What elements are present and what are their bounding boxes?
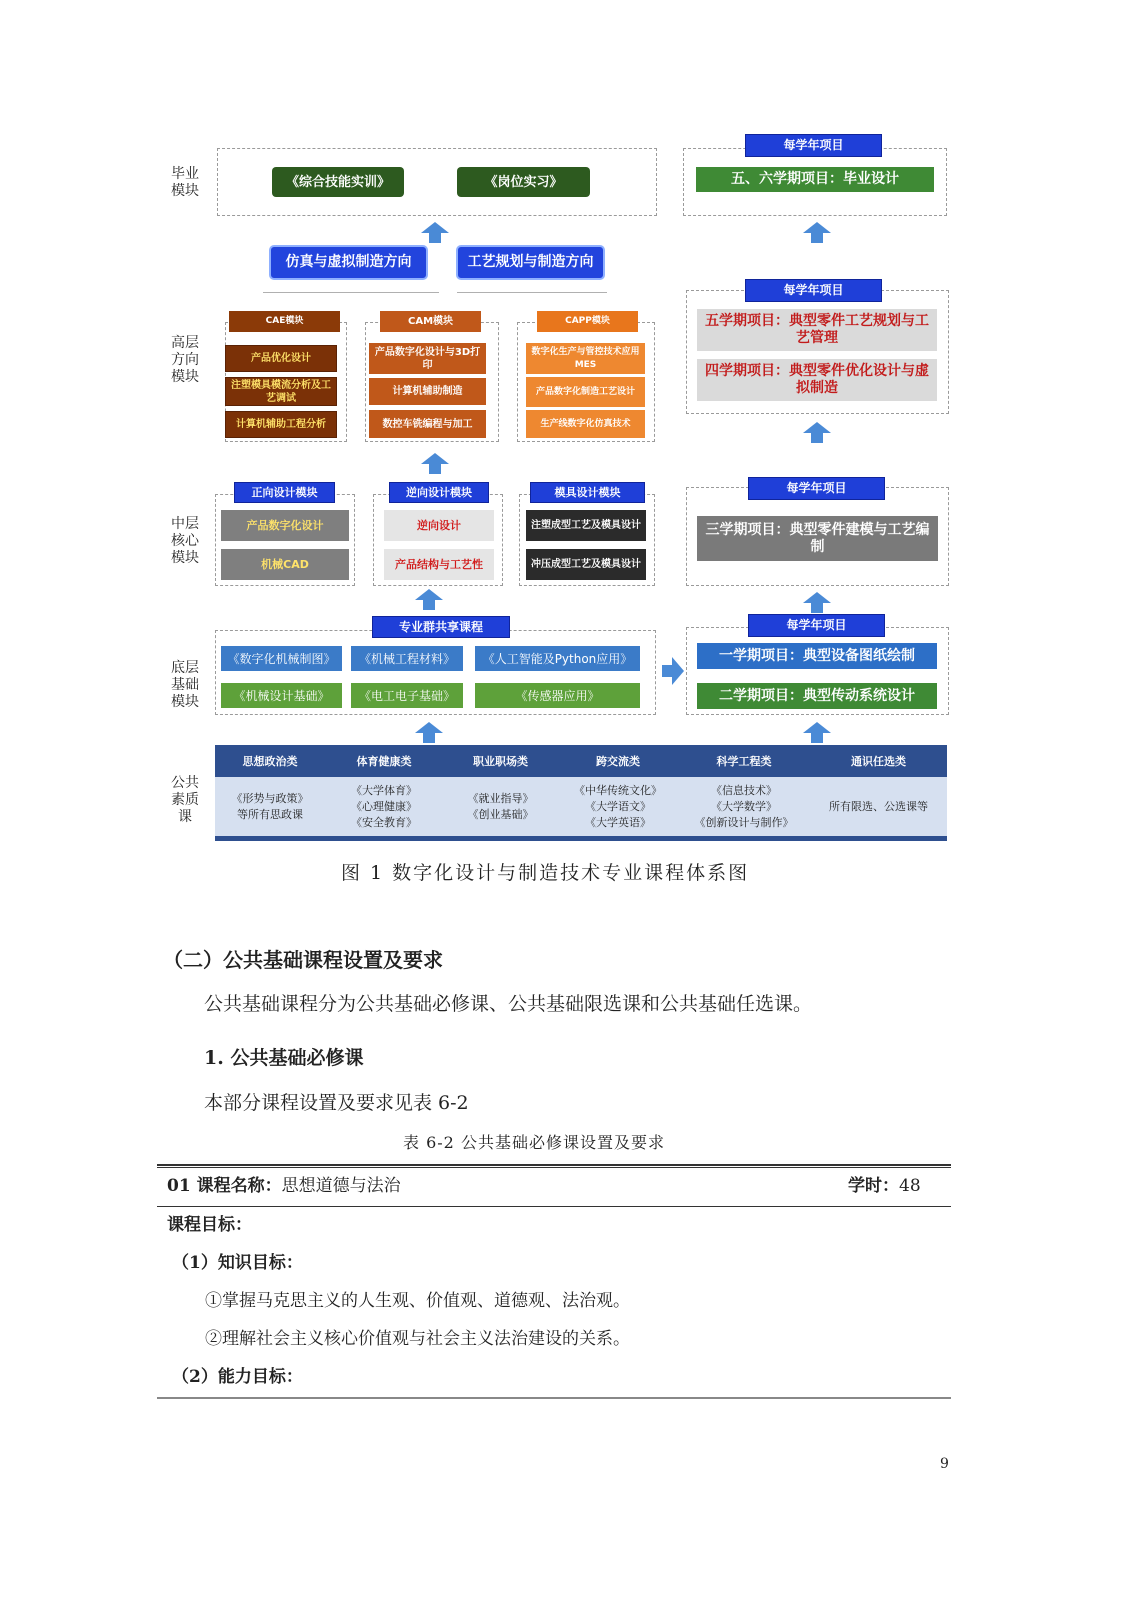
knowledge-goal-2: ②理解社会主义核心价值观与社会主义法治建设的关系。 xyxy=(205,1329,630,1349)
up-arrow-stem xyxy=(429,233,441,243)
table-caption: 表 6-2 公共基础必修课设置及要求 xyxy=(403,1133,665,1152)
direction-simulation-virtual: 仿真与虚拟制造方向 xyxy=(269,245,428,280)
project-semester-4: 四学期项目：典型零件优化设计与虚拟制造 xyxy=(697,359,937,401)
mold-module-title: 模具设计模块 xyxy=(530,482,645,503)
public-head-politics: 思想政治类 xyxy=(242,755,298,768)
level-label-graduation: 毕业 模块 xyxy=(171,166,199,199)
level-label-public: 公共 素质 课 xyxy=(171,775,199,825)
course-mechanical-cad: 机械CAD xyxy=(221,549,349,580)
course-name-label: 01 课程名称： xyxy=(167,1176,282,1196)
figure-caption: 图 1 数字化设计与制造技术专业课程体系图 xyxy=(341,862,750,884)
course-reverse-design: 逆向设计 xyxy=(384,510,494,541)
course-injection-mold: 注塑成型工艺及模具设计 xyxy=(526,510,646,541)
course-internship: 《岗位实习》 xyxy=(457,167,590,197)
course-comprehensive-training: 《综合技能实训》 xyxy=(272,167,404,197)
course-digital-drawing: 《数字化机械制图》 xyxy=(221,646,342,671)
section-paragraph: 公共基础课程分为公共基础必修课、公共基础限选课和公共基础任选课。 xyxy=(204,993,813,1015)
up-arrow-stem xyxy=(811,603,823,613)
up-arrow-stem xyxy=(429,464,441,474)
up-arrow-stem xyxy=(423,600,435,610)
up-arrow-stem xyxy=(811,733,823,743)
course-title-row xyxy=(167,1171,401,1196)
course-product-optimization: 产品优化设计 xyxy=(225,345,337,372)
brace xyxy=(263,292,439,299)
course-mes: 数字化生产与管控技术应用MES xyxy=(526,343,645,374)
up-arrow-stem xyxy=(423,733,435,743)
public-cell-science: 《信息技术》 《大学数学》 《创新设计与制作》 xyxy=(694,783,794,829)
project-semester-3: 三学期项目：典型零件建模与工艺编制 xyxy=(697,516,938,561)
cam-module-title: CAM模块 xyxy=(380,311,481,332)
project-semester-1: 一学期项目：典型设备图纸绘制 xyxy=(697,643,937,669)
annual-project-tag: 每学年项目 xyxy=(745,134,882,157)
project-graduation-design: 五、六学期项目：毕业设计 xyxy=(696,167,934,192)
up-arrow-icon xyxy=(415,722,443,733)
page-number: 9 xyxy=(940,1456,949,1472)
up-arrow-icon xyxy=(803,422,831,433)
course-hours xyxy=(848,1171,921,1196)
annual-project-tag: 每学年项目 xyxy=(748,614,885,637)
hours-label: 学时： xyxy=(848,1176,899,1196)
public-cell-politics: 《形势与政策》 等所有思政课 xyxy=(231,791,309,821)
shared-courses-title: 专业群共享课程 xyxy=(372,616,510,638)
annual-project-tag: 每学年项目 xyxy=(748,477,885,500)
course-machine-design: 《机械设计基础》 xyxy=(221,683,342,708)
public-head-general: 通识任选类 xyxy=(851,755,906,768)
course-sensors: 《传感器应用》 xyxy=(475,683,640,708)
course-electronics: 《电工电子基础》 xyxy=(351,683,463,708)
public-cell-career: 《就业指导》 《创业基础》 xyxy=(467,791,534,821)
level-label-base: 底层 基础 模块 xyxy=(171,660,199,710)
level-label-mid: 中层 核心 模块 xyxy=(171,516,199,566)
project-semester-2: 二学期项目：典型传动系统设计 xyxy=(697,683,937,709)
knowledge-goal-1: ①掌握马克思主义的人生观、价值观、道德观、法治观。 xyxy=(205,1291,630,1311)
course-cae-analysis: 计算机辅助工程分析 xyxy=(225,411,337,438)
public-head-sports: 体育健康类 xyxy=(356,755,412,768)
knowledge-goals-label: （1）知识目标： xyxy=(172,1253,303,1273)
public-cell-general: 所有限选、公选课等 xyxy=(829,799,928,813)
public-head-crosscultural: 跨交流类 xyxy=(596,755,640,768)
hours-value: 48 xyxy=(899,1176,921,1196)
table-top-rule-thin xyxy=(157,1167,951,1168)
public-cell-crosscultural: 《中华传统文化》 《大学语文》 《大学英语》 xyxy=(574,783,662,829)
up-arrow-icon xyxy=(421,453,449,464)
reverse-module-title: 逆向设计模块 xyxy=(389,482,489,503)
ability-goals-label: （2）能力目标： xyxy=(172,1367,303,1387)
up-arrow-icon xyxy=(415,589,443,600)
cae-module-title: CAE模块 xyxy=(229,311,340,332)
sub-paragraph: 本部分课程设置及要求见表 6-2 xyxy=(204,1092,469,1114)
annual-project-tag: 每学年项目 xyxy=(745,279,882,302)
right-arrow-icon xyxy=(672,657,684,685)
sub-heading: 1. 公共基础必修课 xyxy=(204,1047,364,1069)
table-bottom-rule xyxy=(157,1397,951,1399)
up-arrow-stem xyxy=(811,233,823,243)
course-stamping-mold: 冲压成型工艺及模具设计 xyxy=(526,549,646,580)
course-process-design: 产品数字化制造工艺设计 xyxy=(526,377,645,407)
course-name-value: 思想道德与法治 xyxy=(281,1176,401,1196)
course-product-digital-design: 产品数字化设计 xyxy=(221,510,349,541)
course-structure-process: 产品结构与工艺性 xyxy=(384,549,494,580)
project-semester-5: 五学期项目：典型零件工艺规划与工艺管理 xyxy=(697,309,937,351)
table-row-rule xyxy=(157,1206,951,1207)
course-mold-flow-analysis: 注塑模具模流分析及工艺调试 xyxy=(225,377,337,406)
public-head-science: 科学工程类 xyxy=(716,755,772,768)
course-ai-python: 《人工智能及Python应用》 xyxy=(475,646,640,671)
forward-module-title: 正向设计模块 xyxy=(234,482,335,503)
up-arrow-icon xyxy=(421,222,449,233)
public-bottom-bar xyxy=(215,836,947,841)
public-cell-sports: 《大学体育》 《心理健康》 《安全教育》 xyxy=(351,783,417,829)
course-cnc-programming: 数控车铣编程与加工 xyxy=(369,410,486,438)
up-arrow-icon xyxy=(803,592,831,603)
course-goals-label: 课程目标： xyxy=(167,1215,252,1235)
course-digital-design-3dprint: 产品数字化设计与3D打印 xyxy=(369,343,486,374)
course-cam: 计算机辅助制造 xyxy=(369,378,486,405)
direction-process-planning: 工艺规划与制造方向 xyxy=(456,245,605,280)
capp-module-title: CAPP模块 xyxy=(537,311,638,332)
brace xyxy=(457,292,607,299)
level-label-high: 高层 方向 模块 xyxy=(171,335,199,385)
course-line-simulation: 生产线数字化仿真技术 xyxy=(526,410,645,438)
up-arrow-stem xyxy=(811,433,823,443)
up-arrow-icon xyxy=(803,722,831,733)
section-heading: （二）公共基础课程设置及要求 xyxy=(163,948,443,972)
up-arrow-icon xyxy=(803,222,831,233)
course-materials: 《机械工程材料》 xyxy=(351,646,463,671)
public-head-career: 职业职场类 xyxy=(473,755,528,768)
table-top-rule xyxy=(157,1164,951,1166)
